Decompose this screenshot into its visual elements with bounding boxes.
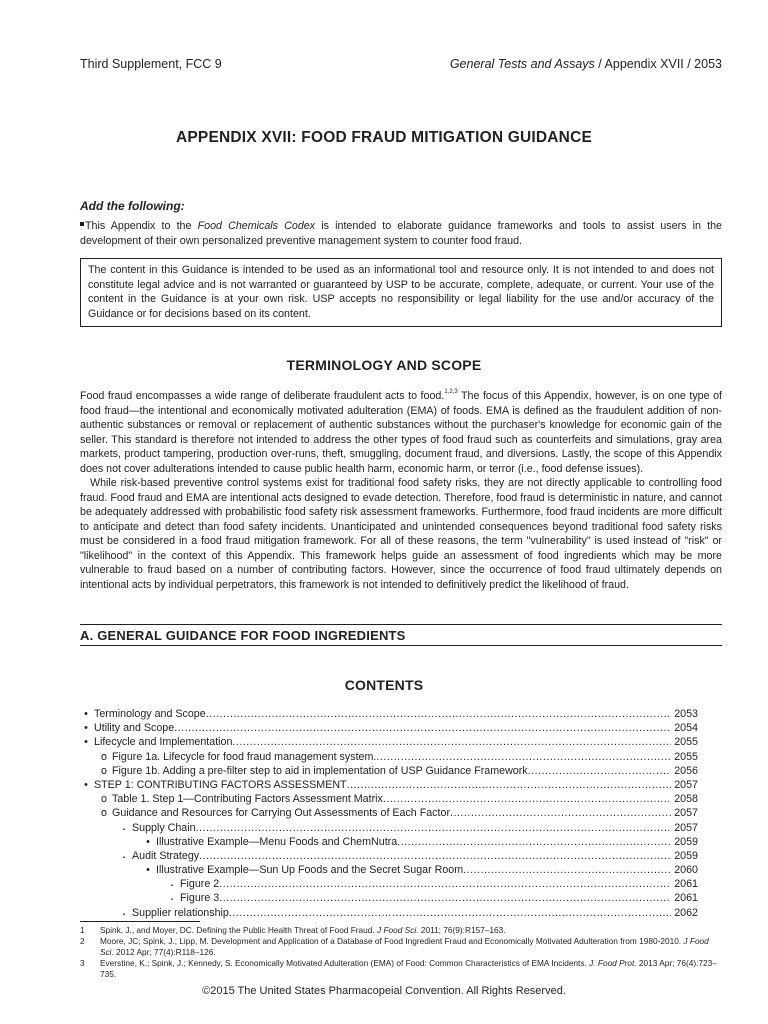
- toc-entry-label: Illustrative Example—Sun Up Foods and the Secret Sugar Room: [156, 864, 464, 877]
- toc-entry-label: Figure 2: [180, 878, 220, 891]
- footnote-citation: Spink, J., and Moyer, DC. Defining the Public Health Threat of Food Fraud.: [100, 925, 378, 935]
- toc-entry-lead: [78, 836, 671, 848]
- terminology-paragraph-1: [80, 389, 722, 476]
- toc-bullet: o: [101, 793, 107, 806]
- toc-entry-page: 2059: [674, 835, 698, 848]
- toc-entry-lead: [78, 850, 671, 862]
- toc-entry-page: 2059: [674, 849, 698, 862]
- footnote-volume: 2013 Apr; 76(4):723–735.: [100, 958, 717, 979]
- toc-entry[interactable]: [78, 751, 698, 765]
- toc-entry-lead: [78, 892, 671, 904]
- footnote-number: 2: [80, 936, 85, 946]
- page-title: APPENDIX XVII: FOOD FRAUD MITIGATION GUIDANCE: [175, 129, 593, 146]
- running-header-right: [450, 57, 722, 71]
- toc-leader-dots: [219, 878, 671, 890]
- toc-entry-lead: [78, 722, 671, 734]
- toc-bullet: •: [84, 736, 88, 749]
- intro-text-italic: Food Chemicals Codex: [197, 220, 316, 232]
- toc-entry-lead: [78, 807, 671, 819]
- toc-entry-lead: [78, 736, 671, 748]
- toc-leader-dots: [347, 779, 671, 791]
- terminology-body: [80, 389, 722, 592]
- toc-entry-page: 2058: [674, 793, 698, 806]
- toc-bullet: o: [101, 764, 107, 777]
- footnote-journal: J. Food Prot.: [589, 958, 637, 968]
- toc-entry-label: Figure 1a. Lifecycle for food fraud management system.: [112, 750, 377, 763]
- toc-entry-page: 2057: [674, 821, 698, 834]
- toc-entry[interactable]: [78, 779, 698, 793]
- footnote-text: [100, 936, 722, 958]
- toc-entry[interactable]: [78, 822, 698, 836]
- toc-bullet: •: [146, 835, 150, 848]
- intro-text-pre: This Appendix to the: [85, 220, 198, 232]
- intro-text-post: is intended to elaborate guidance frameworks and tools to assist users in the development of their own personalized preventive management system to counter food fraud.: [80, 220, 722, 247]
- footnote-journal: J Food Sci.: [100, 936, 709, 957]
- footnote-volume: 2012 Apr; 77(4):R118–126.: [113, 947, 216, 957]
- footnote: [80, 925, 722, 936]
- toc-entry[interactable]: [78, 878, 698, 892]
- toc-entry[interactable]: [78, 892, 698, 906]
- header-appendix-page: / Appendix XVII / 2053: [594, 57, 722, 71]
- toc-bullet: •: [84, 722, 88, 735]
- toc-bullet: •: [84, 778, 88, 791]
- toc-entry-label: Illustrative Example—Menu Foods and ChemNutra: [156, 835, 398, 848]
- toc-bullet: •: [84, 708, 88, 720]
- footnote-citation: Everstine, K.; Spink, J.; Kennedy, S. Economically Motivated Adulteration (EMA) of Food: Common Characteristics of EMA Incidents.: [100, 958, 590, 968]
- toc-entry[interactable]: [78, 864, 698, 878]
- toc-entry-label: Lifecycle and Implementation: [94, 736, 233, 749]
- section-heading: A. GENERAL GUIDANCE FOR FOOD INGREDIENTS: [80, 624, 722, 646]
- toc-entry[interactable]: [78, 836, 698, 850]
- terminology-p1-text-a: Food fraud encompasses a wide range of deliberate fraudulent acts to food.: [80, 390, 445, 402]
- toc-entry-label: STEP 1: CONTRIBUTING FACTORS ASSESSMENT: [94, 778, 347, 791]
- toc-leader-dots: [206, 708, 671, 720]
- toc-entry[interactable]: [78, 850, 698, 864]
- toc-entry-label: Audit Strategy: [132, 849, 200, 862]
- toc-entry-page: 2056: [674, 764, 698, 777]
- toc-bullet: ▪: [122, 826, 126, 833]
- toc-leader-dots: [229, 907, 671, 919]
- footnote: [80, 958, 722, 980]
- table-of-contents: [78, 708, 698, 921]
- toc-entry-lead: [78, 907, 671, 919]
- toc-leader-dots: [450, 807, 671, 819]
- toc-entry-lead: [78, 765, 671, 777]
- toc-entry-page: 2055: [674, 750, 698, 763]
- toc-leader-dots: [174, 722, 671, 734]
- toc-entry-label: Figure 1b. Adding a pre-filter step to aid in implementation of USP Guidance Framework: [112, 764, 528, 777]
- add-following-note: Add the following:: [80, 199, 185, 213]
- toc-entry[interactable]: [78, 736, 698, 750]
- toc-bullet: ▪: [122, 911, 126, 918]
- toc-entry-page: 2060: [674, 864, 698, 877]
- toc-leader-dots: [528, 765, 671, 777]
- footnote-journal: J Food Sci.: [377, 925, 419, 935]
- contents-heading: CONTENTS: [344, 677, 424, 693]
- toc-entry-page: 2061: [674, 878, 698, 891]
- header-section-title: General Tests and Assays: [449, 57, 595, 71]
- footnote: [80, 936, 722, 958]
- toc-entry-lead: [78, 751, 671, 763]
- toc-bullet: ▪: [170, 897, 174, 904]
- intro-paragraph: [80, 219, 722, 248]
- toc-entry[interactable]: [78, 907, 698, 921]
- toc-bullet: •: [146, 864, 150, 877]
- toc-entry[interactable]: [78, 722, 698, 736]
- running-header-left: Third Supplement, FCC 9: [80, 57, 222, 71]
- copyright-line: ©2015 The United States Pharmacopeial Convention. All Rights Reserved.: [202, 985, 566, 997]
- toc-entry-page: 2055: [674, 736, 698, 749]
- toc-entry-page: 2054: [674, 722, 698, 735]
- terminology-heading: TERMINOLOGY AND SCOPE: [286, 357, 482, 373]
- toc-leader-dots: [397, 836, 671, 848]
- footnote-number: 3: [80, 958, 85, 968]
- toc-entry-page: 2057: [674, 807, 698, 820]
- toc-entry-label: Terminology and Scope: [94, 708, 206, 720]
- footnote-rule: [80, 921, 200, 922]
- toc-entry-lead: [78, 793, 671, 805]
- toc-entry[interactable]: [78, 708, 698, 722]
- toc-bullet: ▪: [170, 883, 174, 890]
- footnote-citation: Moore, JC; Spink, J.; Lipp, M. Development and Application of a Database of Food Ingredient Fraud and Economically Motivated Adulteration from 1980-2010.: [100, 936, 684, 946]
- toc-entry-label: Guidance and Resources for Carrying Out Assessments of Each Factor: [112, 807, 450, 820]
- toc-leader-dots: [196, 822, 671, 834]
- footnote-text: [100, 958, 722, 980]
- footnote-volume: 2011; 76(9):R157–163.: [418, 925, 506, 935]
- footnote-reference: 1,2,3: [444, 389, 458, 395]
- toc-entry-page: 2053: [674, 708, 698, 720]
- toc-entry-page: 2061: [674, 892, 698, 905]
- footnote-number: 1: [80, 925, 85, 935]
- footnotes: [80, 925, 722, 980]
- toc-entry-label: Supplier relationship: [132, 906, 229, 919]
- toc-entry-lead: [78, 878, 671, 890]
- footnote-text: [100, 925, 722, 936]
- toc-entry-lead: [78, 779, 671, 791]
- toc-leader-dots: [463, 864, 671, 876]
- toc-entry-lead: [78, 708, 671, 720]
- toc-entry-lead: [78, 822, 671, 834]
- revision-marker-icon: [80, 222, 84, 226]
- toc-entry-lead: [78, 864, 671, 876]
- toc-leader-dots: [199, 850, 671, 862]
- disclaimer-box: The content in this Guidance is intended to be used as an informational tool and resource only. It is not intended to and does not constitute legal advice and is not warranted or guaranteed by USP to be accurate, complete, adequate, or current. Your use of the content in the Guidance is at your own risk. USP accepts no responsibility or legal liability for the use and/or accuracy of the Guidance or for decisions based on its content.: [80, 258, 722, 327]
- toc-entry-page: 2057: [674, 778, 698, 791]
- toc-entry-page: 2062: [674, 906, 698, 919]
- toc-bullet: ▪: [122, 854, 126, 861]
- toc-entry-label: Figure 3: [180, 892, 220, 905]
- toc-bullet: o: [101, 750, 107, 763]
- toc-entry[interactable]: [78, 807, 698, 821]
- toc-leader-dots: [232, 736, 671, 748]
- toc-entry[interactable]: [78, 793, 698, 807]
- toc-leader-dots: [383, 793, 671, 805]
- terminology-p1-text-b: The focus of this Appendix, however, is on one type of food fraud—the intentional and economically motivated adulteration (EMA) of foods. EMA is defined as the fraudulent addition of non-authentic substances or removal or replacement of authentic substances without the purchaser's knowledge for economic gain of the seller. This standard is therefore not intended to address the other types of food fraud such as counterfeits and simulations, gray area markets, product tampering, production over-runs, theft, smuggling, document fraud, and diversions. Lastly, the scope of this Appendix does not cover adulterations intended to cause public health harm, economic harm, or terror (i.e., food defense issues).: [80, 390, 722, 475]
- toc-entry-label: Utility and Scope: [94, 722, 175, 735]
- toc-leader-dots: [219, 892, 671, 904]
- toc-entry-label: Table 1. Step 1—Contributing Factors Assessment Matrix: [112, 793, 383, 806]
- toc-leader-dots: [376, 751, 671, 763]
- terminology-paragraph-2: While risk-based preventive control systems exist for traditional food safety risks, they are not directly applicable to controlling food fraud. Food fraud and EMA are intentional acts designed to evade detection. Therefore, food fraud is deterministic in nature, and cannot be adequately addressed with probabilistic food safety risk assessment frameworks. Furthermore, food fraud incidents are more difficult to anticipate and detect than food safety incidents. Unanticipated and unintended consequences beyond traditional food safety risks must be considered in a food fraud mitigation framework. For all of these reasons, the term "vulnerability" is used instead of "risk" or "likelihood" in the context of this Appendix. This framework helps guide an assessment of food ingredients which may be more vulnerable to fraud based on a number of contributing factors. However, since the occurrence of food fraud ultimately depends on intentional acts by individual perpetrators, this framework is not intended to definitively predict the likelihood of fraud.: [80, 477, 722, 591]
- toc-entry[interactable]: [78, 765, 698, 779]
- toc-entry-label: Supply Chain: [132, 821, 196, 834]
- toc-bullet: o: [101, 807, 107, 820]
